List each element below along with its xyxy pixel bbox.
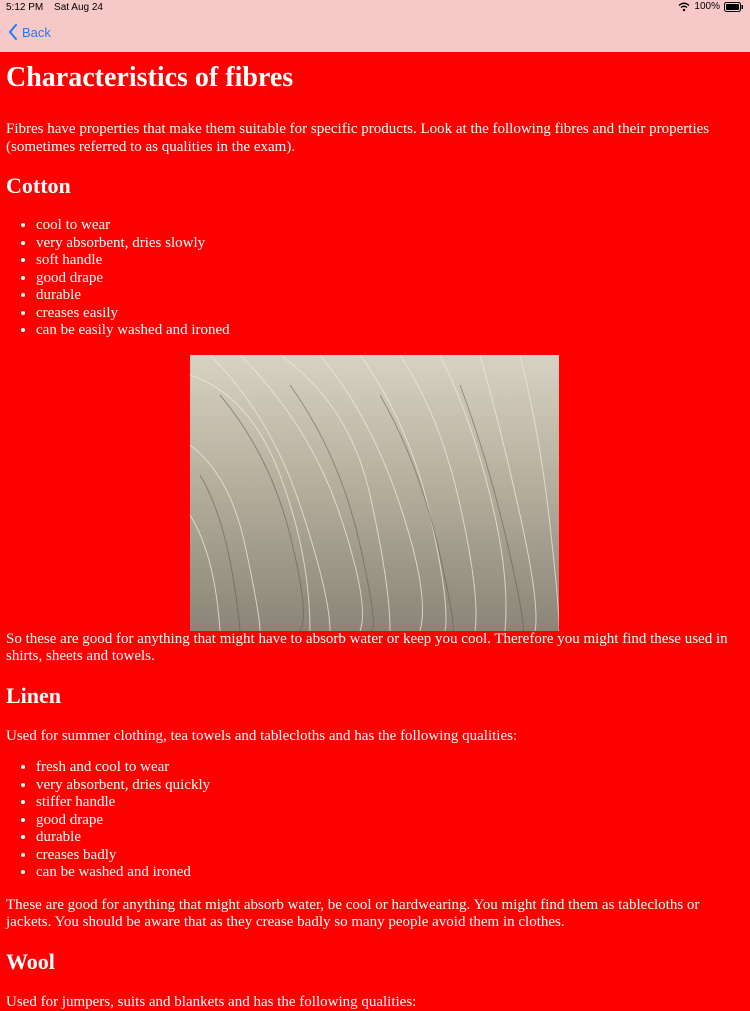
list-item: • cool to wear bbox=[36, 217, 742, 235]
back-button[interactable] bbox=[8, 24, 51, 40]
list-item: • durable bbox=[36, 287, 742, 305]
list-item: • very absorbent, dries slowly bbox=[36, 235, 742, 253]
cotton-fibre-image bbox=[190, 355, 559, 631]
back-label: Back bbox=[22, 25, 51, 40]
list-item: • can be washed and ironed bbox=[36, 864, 742, 882]
linen-heading: Linen bbox=[6, 683, 742, 709]
wool-heading: Wool bbox=[6, 949, 742, 975]
list-item: • fresh and cool to wear bbox=[36, 759, 742, 777]
wifi-icon bbox=[678, 2, 690, 12]
navigation-bar bbox=[0, 16, 750, 52]
status-date: Sat Aug 24 bbox=[54, 2, 103, 13]
list-item: • stiffer handle bbox=[36, 794, 742, 812]
linen-summary: These are good for anything that might absorb water, be cool or hardwearing. You might find them as tablecloths or jackets. You should be aware that as they crease badly so many people avoid them in clothes. bbox=[6, 897, 742, 932]
list-item: • good drape bbox=[36, 270, 742, 288]
list-item: • creases easily bbox=[36, 305, 742, 323]
article-content bbox=[6, 52, 742, 1011]
page-title: Characteristics of fibres bbox=[6, 62, 742, 94]
list-item: • can be easily washed and ironed bbox=[36, 322, 742, 340]
list-item: • creases badly bbox=[36, 847, 742, 865]
cotton-summary: So these are good for anything that might have to absorb water or keep you cool. Therefore you might find these used in shirts, sheets and towels. bbox=[6, 631, 742, 666]
list-item: • soft handle bbox=[36, 252, 742, 270]
intro-paragraph: Fibres have properties that make them suitable for specific products. Look at the following fibres and their properties (sometimes referred to as qualities in the exam). bbox=[6, 121, 742, 156]
list-item: • very absorbent, dries quickly bbox=[36, 777, 742, 795]
battery-icon bbox=[724, 2, 744, 12]
cotton-list bbox=[6, 217, 742, 340]
chevron-left-icon bbox=[8, 24, 18, 40]
status-bar bbox=[0, 0, 750, 16]
linen-list bbox=[6, 759, 742, 882]
battery-percent: 100% bbox=[694, 1, 720, 12]
linen-intro: Used for summer clothing, tea towels and tablecloths and has the following qualities: bbox=[6, 728, 742, 746]
cotton-heading: Cotton bbox=[6, 173, 742, 199]
list-item: • good drape bbox=[36, 812, 742, 830]
status-time: 5:12 PM bbox=[6, 2, 43, 13]
wool-intro: Used for jumpers, suits and blankets and has the following qualities: bbox=[6, 994, 742, 1011]
list-item: • durable bbox=[36, 829, 742, 847]
